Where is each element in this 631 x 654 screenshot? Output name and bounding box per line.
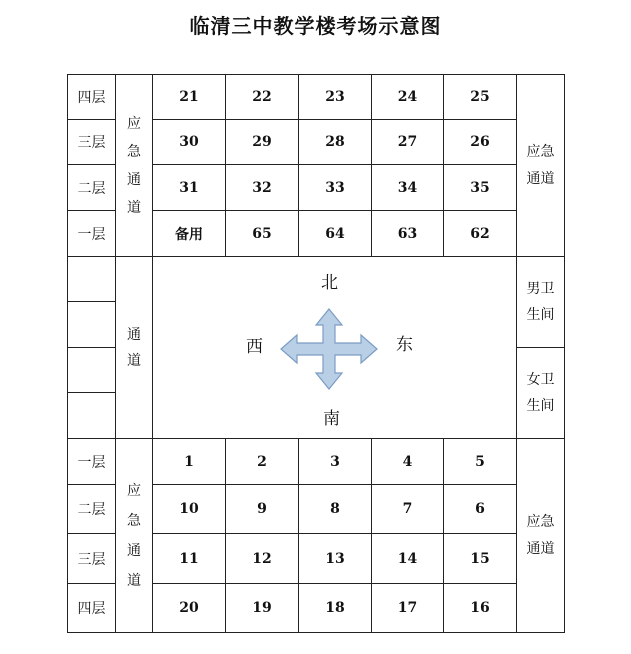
floor-label: 三层 xyxy=(67,533,116,584)
emergency-passage-right xyxy=(516,438,565,633)
room-cell: 20 xyxy=(152,583,226,633)
room-cell: 33 xyxy=(298,164,372,211)
passage-char: 通 xyxy=(127,326,141,343)
room-cell: 24 xyxy=(371,74,444,120)
passage-char: 通 xyxy=(127,542,141,559)
floor-label: 一层 xyxy=(67,210,116,257)
room-cell: 15 xyxy=(443,533,517,584)
room-cell: 31 xyxy=(152,164,226,211)
blank-cell xyxy=(67,347,116,393)
page-title: 临清三中教学楼考场示意图 xyxy=(189,14,442,38)
room-cell: 16 xyxy=(443,583,517,633)
room-cell: 62 xyxy=(443,210,517,257)
passage-char: 男卫 xyxy=(526,281,555,297)
room-cell: 1 xyxy=(152,438,226,485)
room-cell: 11 xyxy=(152,533,226,584)
passage-char: 道 xyxy=(127,199,141,216)
passage-middle xyxy=(115,256,153,439)
room-cell: 4 xyxy=(371,438,444,485)
floor-label: 四层 xyxy=(67,583,116,633)
passage-char: 应 xyxy=(127,115,141,132)
room-cell: 25 xyxy=(443,74,517,120)
passage-char: 生间 xyxy=(526,307,555,323)
passage-char: 应 xyxy=(127,482,141,499)
mens-restroom xyxy=(516,256,565,348)
room-cell: 18 xyxy=(298,583,372,633)
blank-cell xyxy=(67,301,116,348)
room-cell: 65 xyxy=(225,210,299,257)
room-cell: 5 xyxy=(443,438,517,485)
emergency-passage-label: 应急通道 xyxy=(526,513,555,557)
blank-cell xyxy=(67,392,116,439)
floor-label: 三层 xyxy=(67,119,116,165)
emergency-passage-left xyxy=(115,74,153,257)
room-cell: 23 xyxy=(298,74,372,120)
room-cell: 7 xyxy=(371,484,444,534)
passage-char: 道 xyxy=(127,572,141,589)
emergency-passage-right xyxy=(516,74,565,257)
room-cell: 22 xyxy=(225,74,299,120)
blank-cell xyxy=(67,256,116,302)
passage-char: 生间 xyxy=(526,398,555,414)
passage-char: 通 xyxy=(127,171,141,188)
womens-restroom xyxy=(516,347,565,439)
room-cell: 63 xyxy=(371,210,444,257)
room-cell: 13 xyxy=(298,533,372,584)
passage-char: 急 xyxy=(127,143,141,160)
room-cell: 8 xyxy=(298,484,372,534)
emergency-passage-left xyxy=(115,438,153,633)
room-cell: 19 xyxy=(225,583,299,633)
room-cell: 27 xyxy=(371,119,444,165)
room-cell: 14 xyxy=(371,533,444,584)
compass-west: 西 xyxy=(246,337,263,357)
room-cell: 9 xyxy=(225,484,299,534)
passage-char: 急 xyxy=(127,512,141,529)
room-cell: 28 xyxy=(298,119,372,165)
room-cell: 17 xyxy=(371,583,444,633)
compass-north: 北 xyxy=(321,273,338,293)
floor-label: 四层 xyxy=(67,74,116,120)
floor-label: 二层 xyxy=(67,164,116,211)
passage-char: 女卫 xyxy=(526,372,555,388)
room-cell: 64 xyxy=(298,210,372,257)
room-cell: 32 xyxy=(225,164,299,211)
four-way-arrow-icon xyxy=(279,307,379,391)
room-cell: 30 xyxy=(152,119,226,165)
room-cell: 26 xyxy=(443,119,517,165)
compass-south: 南 xyxy=(323,409,340,429)
room-cell: 21 xyxy=(152,74,226,120)
room-cell: 35 xyxy=(443,164,517,211)
floor-label: 二层 xyxy=(67,484,116,534)
compass-east: 东 xyxy=(396,335,413,355)
room-cell: 12 xyxy=(225,533,299,584)
room-cell: 29 xyxy=(225,119,299,165)
emergency-passage-label: 应急通道 xyxy=(526,143,555,187)
room-cell: 2 xyxy=(225,438,299,485)
passage-char: 道 xyxy=(127,352,141,369)
room-cell: 6 xyxy=(443,484,517,534)
floor-label: 一层 xyxy=(67,438,116,485)
room-cell: 3 xyxy=(298,438,372,485)
room-cell: 备用 xyxy=(152,210,226,257)
room-cell: 34 xyxy=(371,164,444,211)
room-cell: 10 xyxy=(152,484,226,534)
